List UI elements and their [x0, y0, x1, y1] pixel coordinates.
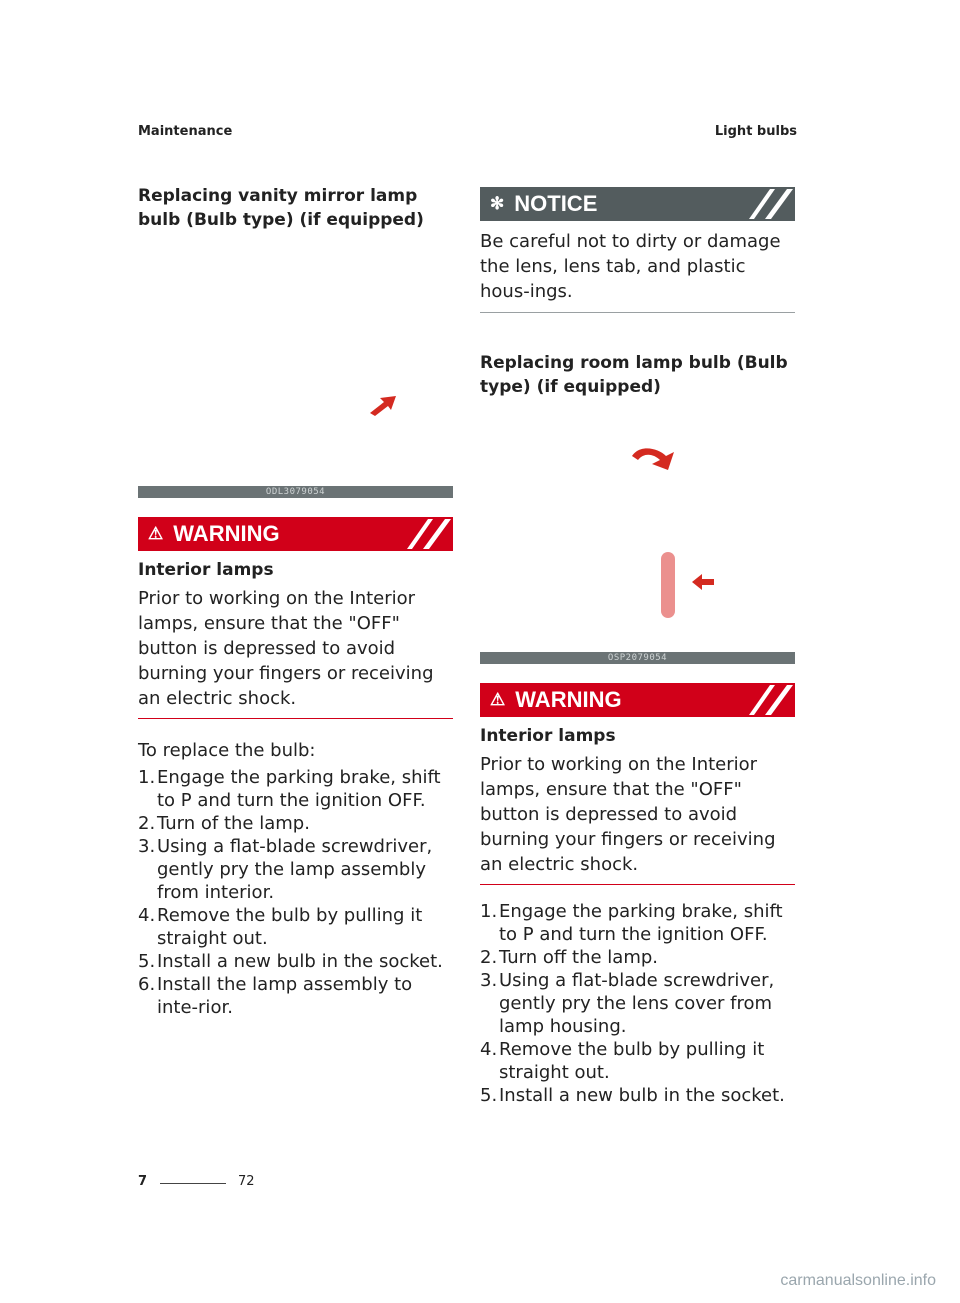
slash-decoration-icon	[745, 683, 795, 717]
list-item: 3. Using a flat-blade screwdriver, gently pry the lens cover from lamp housing.	[480, 970, 775, 1037]
notice-banner	[480, 187, 795, 221]
list-item: 5. Install a new bulb in the socket.	[480, 1085, 785, 1106]
warning-subtitle: Interior lamps	[480, 726, 616, 746]
list-item: 5. Install a new bulb in the socket.	[138, 951, 443, 972]
slash-decoration-icon	[403, 517, 453, 551]
figure-illustration	[138, 238, 453, 486]
notice-text: Be careful not to dirty or damage the lens, lens tab, and plastic hous-ings.	[480, 231, 781, 302]
list-item: 3. Using a flat-blade screwdriver, gently pry the lamp assembly from interior.	[138, 836, 433, 903]
list-item: 6. Install the lamp assembly to inte-rior.	[138, 974, 413, 1018]
header-topic: Light bulbs	[714, 124, 797, 139]
slash-decoration-icon	[745, 187, 795, 221]
notice-label: NOTICE	[514, 191, 598, 216]
warning-triangle-icon: ⚠	[148, 524, 164, 543]
list-item: 2. Turn of the lamp.	[138, 813, 310, 834]
notice-asterisk-icon: ✻	[490, 194, 505, 213]
page-number: 72	[238, 1174, 255, 1189]
list-item: 1. Engage the parking brake, shift to P and turn the ignition OFF.	[480, 901, 783, 945]
list-item: 4. Remove the bulb by pulling it straight out.	[480, 1039, 765, 1083]
warning-end-rule	[138, 718, 453, 719]
page-number-separator	[160, 1183, 226, 1184]
list-item: 4. Remove the bulb by pulling it straight out.	[138, 905, 423, 949]
figure-illustration	[480, 404, 795, 652]
section-title-vanity-lamp: Replacing vanity mirror lamp bulb (Bulb type) (if equipped)	[138, 186, 424, 230]
warning-label: WARNING	[173, 521, 280, 546]
section-title-room-lamp: Replacing room lamp bulb (Bulb type) (if equipped)	[480, 353, 788, 397]
arrow-icon	[692, 574, 714, 590]
arrow-icon	[632, 448, 674, 470]
warning-banner	[138, 517, 453, 551]
figure-code: ODL3079054	[138, 486, 453, 498]
notice-end-rule	[480, 312, 795, 313]
warning-label: WARNING	[515, 687, 622, 712]
figure-room-lamp	[480, 404, 795, 652]
procedure-intro: To replace the bulb:	[138, 740, 316, 761]
chapter-number: 7	[138, 1174, 148, 1189]
procedure-steps-vanity	[138, 766, 453, 1019]
figure-vanity-lamp	[138, 238, 453, 486]
header-section: Maintenance	[138, 124, 233, 139]
watermark: carmanualsonline.info	[780, 1272, 936, 1289]
procedure-steps-room	[480, 900, 795, 1107]
warning-end-rule	[480, 884, 795, 885]
warning-banner	[480, 683, 795, 717]
arrow-icon	[370, 396, 396, 416]
warning-text: Prior to working on the Interior lamps, ensure that the "OFF" button is depressed to avoid burning your fingers or receiving an electric shock.	[480, 754, 776, 875]
list-item: 1. Engage the parking brake, shift to P and turn the ignition OFF.	[138, 767, 441, 811]
warning-triangle-icon: ⚠	[490, 690, 506, 709]
warning-text: Prior to working on the Interior lamps, ensure that the "OFF" button is depressed to avoid burning your fingers or receiving an electric shock.	[138, 588, 434, 709]
figure-code: OSP2079054	[480, 652, 795, 664]
bulb-icon	[661, 552, 675, 618]
warning-subtitle: Interior lamps	[138, 560, 274, 580]
list-item: 2. Turn off the lamp.	[480, 947, 658, 968]
